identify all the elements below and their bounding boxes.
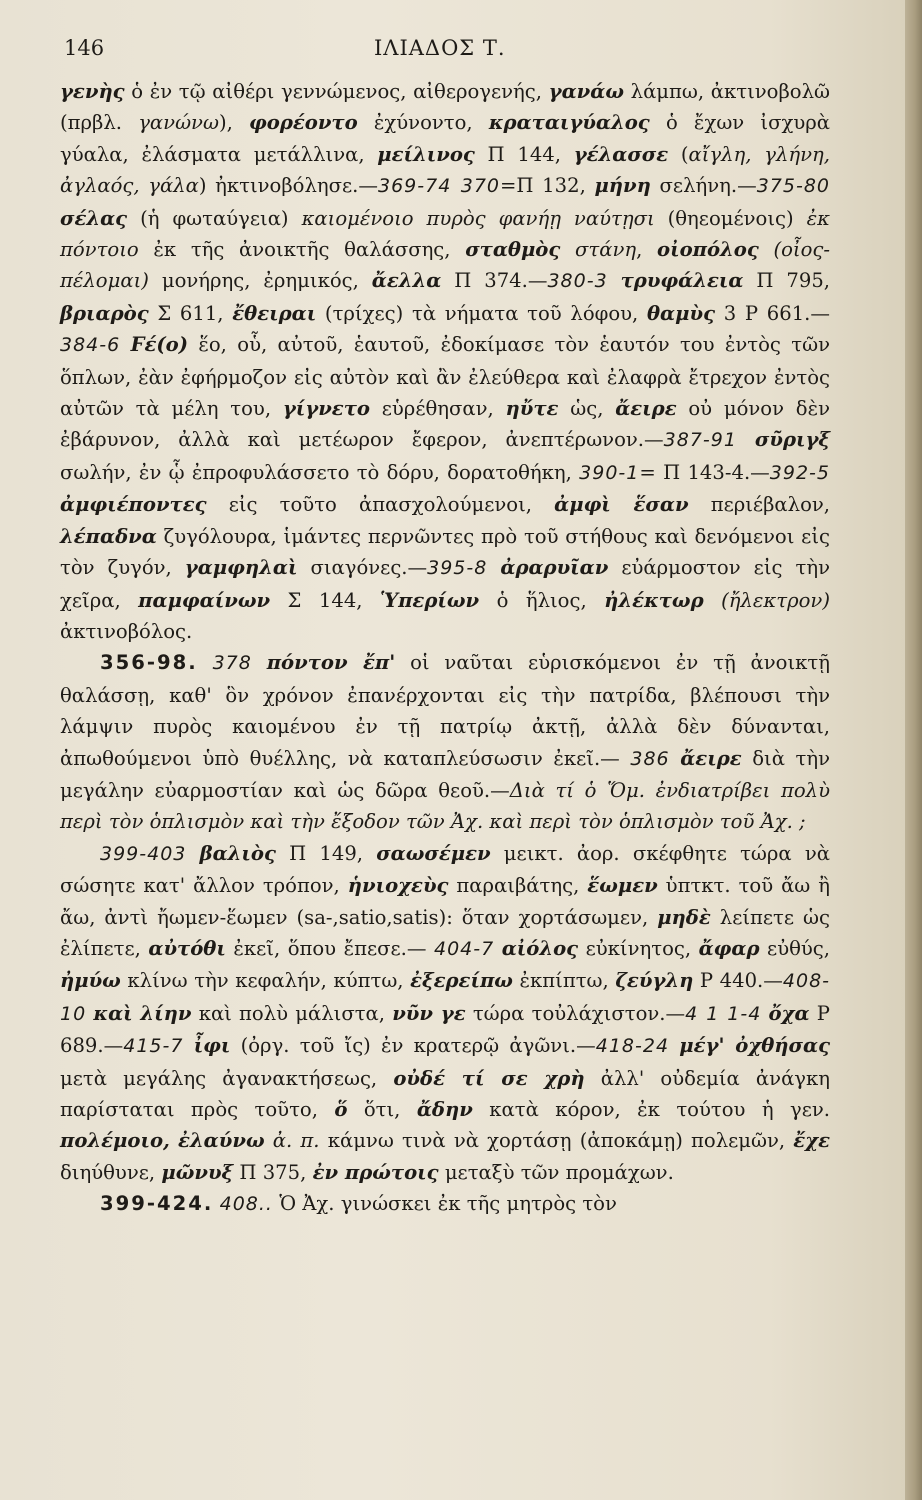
page-edge [905, 0, 922, 1500]
text-run: Σ 144, [270, 588, 380, 612]
line-reference: 418-24 [595, 1035, 670, 1058]
text-run: ἐκ τῆς ἀνοικτῆς θαλάσσης, [138, 238, 466, 262]
text-run: ἕο, οὗ, αὐτοῦ, ἑαυτοῦ, ἐδοκίμασε τὸν ἑαυτόν του ἐντὸς τῶν ὅπλων, ἐὰν ἐφήρμοζον εἰς αὐτὸν καὶ ἂν ἐλεύθερα καὶ ἐλαφρὰ ἔτρεχον ἐντὸς αὐτῶν τὰ μέλη του, [60, 333, 830, 421]
text-run: 3 Ρ 661.— [715, 301, 830, 325]
text-run: οὐ μόνον δὲν ἐβάρυνον, ἀλλὰ καὶ μετέωρον ἔφερον, ἀνεπτέρωνον.— [60, 397, 830, 452]
text-run: ὡς, [558, 397, 616, 421]
lemma: κραταιγύαλος [488, 111, 650, 135]
italic-text: (ἤλεκτρον) [721, 588, 830, 612]
text-run [120, 333, 130, 356]
lemma: ἡνιοχεὺς [347, 874, 449, 898]
text-run: ( [668, 142, 689, 166]
lemma: ἠμύω [60, 969, 121, 993]
text-run: κλίνω τὴν κεφαλήν, κύπτω, [120, 969, 411, 993]
lemma: πολέμοιο, [60, 1129, 170, 1153]
lemma: ἀμφιέποντες [60, 493, 207, 517]
text-run: εὐάρμοστον εἰς τὴν χεῖρα, [60, 556, 830, 612]
text-run: περιέβαλον, [688, 493, 830, 517]
lemma: Ὑπερίων [380, 588, 480, 612]
text-run: Π 375, [233, 1160, 313, 1184]
text-run: μονήρης, ἐρημικός, [148, 269, 372, 293]
text-run [669, 1034, 679, 1057]
text-run: ὁ ἐν τῷ αἰθέρι γεννώμενος, αἰθερογενής, [124, 80, 549, 103]
lemma: γαμφηλαὶ [184, 556, 298, 580]
italic-text: γανώνω [138, 111, 219, 135]
lemma: μείλινος [377, 142, 475, 166]
text-run: ἐχύνοντο, [357, 111, 489, 135]
text-run: μετὰ μεγάλης ἀγανακτήσεως, [60, 1066, 394, 1090]
italic-text: στάνη [575, 238, 637, 262]
text-run: Π 144, [474, 142, 574, 166]
lemma: μήνη [594, 174, 651, 198]
text-run: ἀλλ' οὐδεμία ἀνάγκη παρίσταται πρὸς τοῦτο, [60, 1066, 831, 1121]
italic-text: καιομένοιο πυρὸς φανήῃ ναύτῃσι [301, 206, 655, 230]
line-reference: 375-80 [756, 175, 831, 198]
lemma: ἄδην [416, 1098, 473, 1121]
lemma: ἐξερείπω [410, 969, 513, 993]
text-run [198, 651, 213, 674]
italic-text: ἀ. π. [272, 1129, 320, 1153]
text-run [560, 238, 575, 261]
lemma: ἶφι [193, 1034, 231, 1058]
text-run [704, 589, 721, 612]
lemma: μῶνυξ [161, 1160, 234, 1184]
text-run: μεικτ. ἀορ. σκέφθητε τώρα νὰ σώσητε κατ' ἄλλον τρόπον, [60, 841, 830, 898]
text-run: λάμπω, ἀκτινοβολῶ (πρβλ. [60, 80, 831, 135]
paragraph-glossary-2 [60, 838, 830, 1188]
commentary-text [60, 76, 830, 1221]
line-reference: 404-7 [434, 937, 495, 960]
text-run [670, 747, 681, 770]
lemma: Ϝέ(ο) [130, 333, 189, 357]
line-reference: 384-6 [60, 334, 121, 357]
lemma: μέγ' ὀχθήσας [679, 1034, 831, 1058]
line-reference: 415-7 [123, 1035, 184, 1058]
paragraph-glossary-1 [60, 76, 830, 647]
text-run: (θηεομένοις) [654, 206, 807, 230]
italic-text: ἐκ πόντοιο [60, 206, 830, 262]
line-reference: 399-403 [100, 842, 187, 865]
lemma: καὶ λίην [93, 1001, 192, 1025]
text-run: =Π 132, [500, 174, 595, 198]
italic-text: Διὰ τί ὁ Ὅμ. ἐνδιατρίβει πολὺ περὶ τὸν ὁπλισμὸν καὶ τὴν ἔξοδον τῶν Ἀχ. καὶ περὶ τὸν ὁπλισμὸν τοῦ Ἀχ. ; [60, 778, 830, 834]
lemma: σαωσέμεν [376, 841, 491, 865]
line-reference: 392-5 [769, 461, 830, 484]
text-run: μεταξὺ τῶν προμάχων. [438, 1160, 674, 1184]
text-run: τώρα τοὐλάχιστον.— [465, 1001, 686, 1025]
text-run [252, 651, 267, 674]
text-run: Ρ 689.— [60, 1001, 830, 1058]
lemma: ἕωμεν [587, 874, 658, 898]
lemma: οὐδέ τί σε χρὴ [393, 1066, 585, 1090]
text-run: λείπετε ὡς ἐλίπετε, [60, 905, 830, 960]
text-run: (τρίχες) τὰ νήματα τοῦ λόφου, [316, 301, 647, 325]
lemma: ζεύγλη [615, 969, 694, 993]
line-reference: 4 1 1-4 [685, 1002, 762, 1025]
text-run: Π 149, [275, 841, 377, 865]
lemma: βαλιὸς [199, 841, 276, 865]
paragraph-section-356-98 [60, 647, 830, 837]
text-run: σελήνη.— [650, 174, 757, 198]
text-run: ἐκεῖ, ὅπου ἔπεσε.— [225, 936, 434, 960]
text-run: εὐθύς, [759, 936, 831, 960]
section-number: 399-424. [100, 1192, 214, 1216]
text-run: ζυγόλουρα, ἱμάντες περνῶντες πρὸ τοῦ στήθους καὶ δενόμενοι εἰς τὸν ζυγόν, [60, 524, 830, 580]
lemma: ἔθειραι [232, 301, 317, 325]
lemma: θαμὺς [646, 301, 715, 325]
lemma: γανάω [548, 80, 624, 103]
text-run [759, 238, 774, 261]
text-run [183, 1034, 193, 1057]
text-run: κατὰ κόρον, ἐκ τούτου ἡ γεν. [472, 1098, 830, 1121]
text-run [494, 937, 502, 960]
lemma: αἰόλος [501, 936, 579, 960]
lemma: ἄελλα [371, 269, 442, 293]
text-run: Σ 611, [148, 301, 233, 325]
text-run [170, 1129, 178, 1152]
line-reference: 390-1 [579, 461, 640, 484]
lemma: λέπαδνα [60, 524, 157, 548]
lemma: ἔχε [793, 1129, 831, 1153]
text-run: καὶ πολὺ μάλιστα, [191, 1001, 393, 1025]
text-run: ), [218, 111, 250, 135]
text-run: σιαγόνες.— [297, 556, 428, 580]
lemma: ὄχα [768, 1001, 810, 1025]
text-run [761, 1002, 768, 1025]
text-run: ὁ ἔχων ἰσχυρὰ γύαλα, ἐλάσματα μετάλλινα, [60, 111, 830, 166]
text-run: Π 374.— [441, 269, 548, 293]
paragraph-section-399-424 [60, 1188, 830, 1220]
lemma: ἀραρυῖαν [500, 556, 609, 580]
lemma: βριαρὸς [60, 301, 149, 325]
line-reference: 369-74 370 [377, 175, 501, 198]
lemma: γενὴς [60, 80, 125, 103]
line-reference: 380-3 [547, 270, 608, 293]
lemma: ἄειρε [615, 397, 677, 421]
lemma: πόντον ἔπ' [266, 651, 396, 675]
text-run: κάμνω τινὰ νὰ χορτάσῃ (ἀποκάμῃ) πολεμῶν, [319, 1129, 794, 1153]
running-title: ΙΛΙΑΔΟΣ Τ. [374, 36, 506, 60]
text-run [265, 1129, 273, 1152]
text-run: ) ἠκτινοβόλησε.— [198, 174, 378, 198]
text-run: εὐκίνητος, [578, 936, 699, 960]
page-header [64, 36, 834, 66]
line-reference: 387-91 [663, 429, 737, 452]
lemma: νῦν γε [392, 1001, 466, 1025]
text-run: (ὀργ. τοῦ ἴς) ἐν κρατερῷ ἀγῶνι.— [230, 1034, 596, 1058]
lemma: σῦριγξ [754, 428, 830, 452]
text-run: ὁ ἥλιος, [479, 588, 605, 612]
text-run: εἰς τοῦτο ἀπασχολούμενοι, [206, 493, 555, 517]
lemma: ἐν πρώτοις [312, 1160, 439, 1184]
lemma: ἠλέκτωρ [604, 588, 704, 612]
line-reference: 378 [212, 652, 252, 675]
text-run: Ὁ Ἀχ. γινώσκει ἐκ τῆς μητρὸς τὸν [272, 1192, 617, 1216]
section-number: 356-98. [100, 651, 198, 675]
italic-text: αἴγλη, γλήνη, ἀγλαός, γάλα [60, 142, 830, 198]
text-run: παραιβάτης, [448, 874, 588, 898]
page-number: 146 [64, 36, 105, 60]
text-run: διὰ τὴν μεγάλην εὐαρμοστίαν καὶ ὡς δῶρα θεοῦ.— [60, 746, 830, 802]
lemma: τρυφάλεια [620, 269, 744, 293]
lemma: ἄειρε [680, 746, 742, 770]
text-run: ὅτι, [347, 1098, 417, 1121]
text-run [608, 269, 621, 292]
lemma: ηὔτε [505, 397, 559, 421]
text-run [487, 556, 500, 579]
lemma: φορέοντο [249, 111, 358, 135]
lemma: σταθμὸς [465, 238, 561, 262]
text-run: ἐκπίπτω, [512, 969, 616, 993]
text-run: Π 795, [743, 269, 831, 293]
line-reference: 408-10 [60, 970, 831, 1025]
italic-text: (οἶος-πέλομαι) [60, 238, 830, 293]
line-reference: 395-8 [427, 557, 488, 580]
text-run [186, 842, 199, 865]
lemma: αὐτόθι [148, 936, 226, 960]
lemma: παμφαίνων [138, 588, 271, 612]
text-run: (ἡ φωταύγεια) [127, 206, 302, 230]
text-run: , [636, 238, 658, 262]
lemma: σέλας [60, 206, 128, 230]
lemma: μηδὲ [657, 905, 711, 929]
text-run: οἱ ναῦται εὑρισκόμενοι ἐν τῇ ἀνοικτῇ θαλάσσῃ, καθ' ὃν χρόνον ἐπανέρχονται εἰς τὴν πατρίδα, βλέπουσι τὴν λάμψιν πυρὸς καιομένου ἐν τῇ πατρίῳ ἀκτῇ, ἀλλὰ δὲν δύνανται, ἀπωθούμενοι ὑπὸ θυέλλης, νὰ καταπλεύσωσιν ἐκεῖ.— [60, 651, 830, 770]
text-run: εὑρέθησαν, [369, 397, 506, 421]
text-run: ἀκτινοβόλος. [60, 619, 193, 643]
lemma: γέλασσε [573, 142, 669, 166]
text-run: ὑπτκτ. τοῦ ἄω ἢ ἄω, ἀντὶ ἤωμεν-ἕωμεν (sa-,satio,satis): ὅταν χορτάσωμεν, [60, 874, 830, 929]
text-run: σωλήν, ἐν ᾧ ἐπροφυλάσσετο τὸ δόρυ, δορατοθήκη, [60, 460, 580, 484]
text-run [737, 428, 755, 451]
lemma: ἐλαύνω [178, 1129, 265, 1153]
lemma: ὅ [334, 1098, 348, 1121]
lemma: οἰοπόλος [657, 238, 759, 262]
text-run: = Π 143-4.— [639, 460, 770, 484]
text-run: Ρ 440.— [693, 969, 783, 993]
lemma: γίγνετο [282, 397, 370, 421]
line-reference: 386 [630, 747, 670, 770]
lemma: ἀμφὶ ἕσαν [554, 493, 689, 517]
text-run: διηύθυνε, [60, 1160, 162, 1184]
line-reference: 408.. [219, 1193, 273, 1216]
lemma: ἄφαρ [698, 936, 760, 960]
